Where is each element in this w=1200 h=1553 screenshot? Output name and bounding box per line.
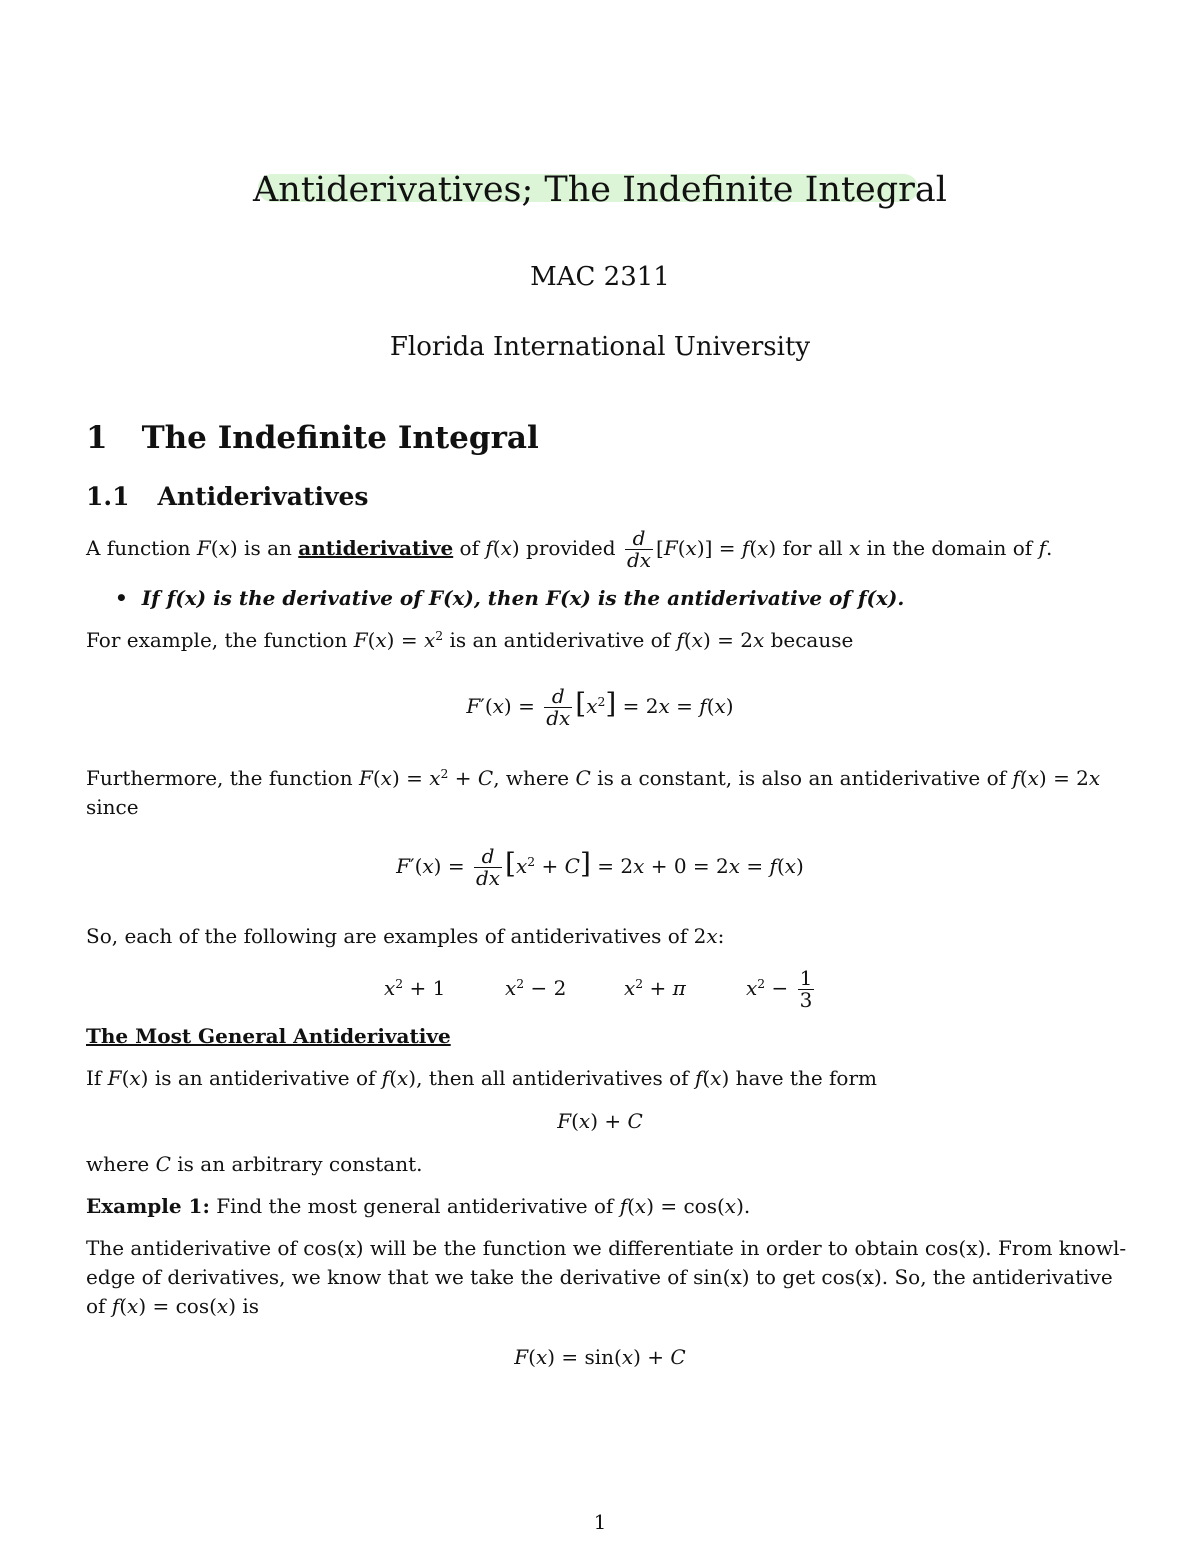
example-x2-minus-third: $x^2$ − $\frac{1}{3}$ xyxy=(746,966,813,1012)
equation-example1-answer: F(x) = sin(x) + C xyxy=(514,1345,686,1369)
examples-intro-line: So, each of the following are examples of antiderivatives of 2x: xyxy=(86,924,725,948)
example-x2-plus-1: $x^2 + 1$ xyxy=(384,976,446,1000)
definition-line: A function F(x) is an antiderivative of f(x) provided $\frac{d}{dx}$ [F(x)] = f(x) for all x in the domain of f. xyxy=(86,526,1053,572)
example-x2-plus-pi: $x^2 + \pi$ xyxy=(624,976,686,1000)
example-intro-line: For example, the function $F(x) = x^2$ is an antiderivative of f(x) = 2x because xyxy=(86,628,854,652)
section-number: 1 xyxy=(86,420,108,456)
university-name: Florida International University xyxy=(389,332,811,362)
antiderivative-term: antiderivative xyxy=(298,536,454,560)
equation-derivative-x2-plus-c: F′(x) = $\frac{d}{dx}$ $[x^2 + C] = 2x + 0 = 2x = f(x)$ xyxy=(396,844,804,890)
equation-general-form: F(x) + C xyxy=(557,1109,643,1133)
bullet-dot: • xyxy=(115,586,128,610)
antiderivative-examples xyxy=(0,960,1200,1016)
page-title: Antiderivatives; The Indefinite Integral xyxy=(253,170,947,210)
subsection-number: 1.1 xyxy=(86,482,130,511)
equation-derivative-x2: F′(x) = $\frac{d}{dx}$ $[x^2] = 2x = f(x)$ xyxy=(466,684,734,730)
example1-prompt: Example 1: Find the most general antiderivative of f(x) = cos(x). xyxy=(86,1194,751,1218)
subsection-title: Antiderivatives xyxy=(157,482,369,511)
example-x2-minus-2: $x^2 - 2$ xyxy=(505,976,567,1000)
general-heading: The Most General Antiderivative xyxy=(86,1024,451,1048)
furthermore-paragraph: Furthermore, the function $F(x) = x^2 + C$, where C is a constant, is also an antiderivative of f(x) = 2x since xyxy=(86,766,1101,819)
example1-label: Example 1: xyxy=(86,1194,210,1218)
subsection-heading xyxy=(86,480,368,514)
bullet-item: • If f(x) is the derivative of F(x), then F(x) is the antiderivative of f(x). xyxy=(115,586,905,610)
page-number: 1 xyxy=(593,1510,607,1534)
general-where-line: where C is an arbitrary constant. xyxy=(86,1152,423,1176)
course-code: MAC 2311 xyxy=(530,262,670,292)
example1-explanation: The antiderivative of cos(x) will be the function we differentiate in order to obtain cos(x). From knowl- edge of derivatives, we know that we take the derivative of sin(x) to get cos(x). So, the antiderivative of f(x) = cos(x) is xyxy=(86,1236,1127,1318)
section-heading xyxy=(86,418,539,458)
general-statement: If F(x) is an antiderivative of f(x), then all antiderivatives of f(x) have the form xyxy=(86,1066,877,1090)
section-title: The Indefinite Integral xyxy=(141,420,539,456)
